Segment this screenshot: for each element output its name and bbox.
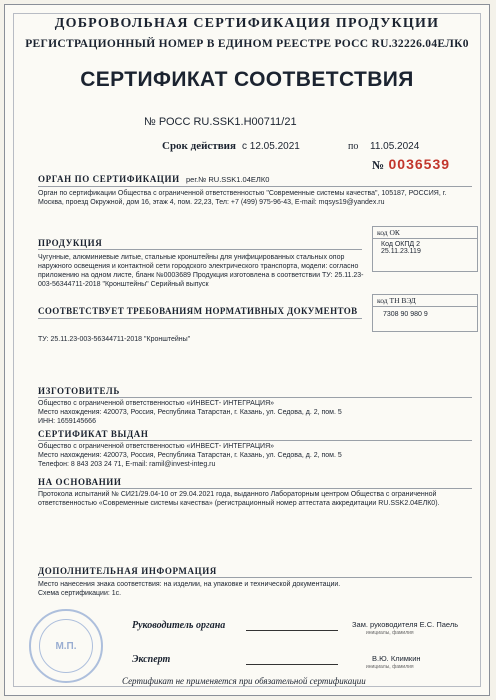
tnved-code-box bbox=[372, 294, 478, 332]
okpd-label: Код ОКПД 2 bbox=[381, 241, 420, 248]
requirements-heading: СООТВЕТСТВУЕТ ТРЕБОВАНИЯМ НОРМАТИВНЫХ ДОКУМЕНТОВ bbox=[38, 306, 358, 316]
product-heading: ПРОДУКЦИЯ bbox=[38, 238, 103, 248]
tnved-box-label: код ТН ВЭД bbox=[373, 295, 477, 307]
expert-signature-line bbox=[246, 664, 338, 665]
certificate-sheet bbox=[4, 4, 490, 696]
organ-text: Орган по сертификации Общества с ограниченной ответственностью "Современные системы качества", 105187, РОССИЯ, г. Москва, проезд Окружной, дом 16, этаж 4, пом. 22,23, Тел: +7 (499) 975-96-43, E-mail: mqsys19@yandex.ru bbox=[38, 190, 447, 206]
issued-line1: Общество с ограниченной ответственностью «ИНВЕСТ- ИНТЕГРАЦИЯ» bbox=[38, 443, 275, 450]
main-title: СЕРТИФИКАТ СООТВЕТСТВИЯ bbox=[80, 68, 414, 91]
from-prefix: с bbox=[242, 141, 247, 152]
manufacturer-line3: ИНН: 1659145666 bbox=[38, 418, 96, 425]
cert-number: № РОСС RU.SSK1.Н00711/21 bbox=[144, 116, 297, 128]
issued-line3: Телефон: 8 843 203 24 71, E-mail: ramil@invest-integ.ru bbox=[38, 461, 216, 468]
manufacturer-rule bbox=[38, 397, 472, 398]
form-number-value: 0036539 bbox=[388, 156, 451, 172]
manufacturer-heading: ИЗГОТОВИТЕЛЬ bbox=[38, 386, 120, 396]
to-prefix: по bbox=[348, 141, 359, 152]
expert-caption: инициалы, фамилия bbox=[366, 664, 414, 670]
expert-name: В.Ю. Климкин bbox=[372, 654, 421, 663]
basis-rule bbox=[38, 488, 472, 489]
head-name: Зам. руководителя Е.С. Паель bbox=[352, 620, 459, 629]
head-caption: инициалы, фамилия bbox=[366, 630, 414, 636]
form-number-prefix: № bbox=[372, 158, 385, 172]
organ-heading: ОРГАН ПО СЕРТИФИКАЦИИ bbox=[38, 174, 180, 184]
footer-note: Сертификат не применяется при обязательной сертификации bbox=[122, 676, 366, 686]
okpd-box-label: код ОК bbox=[373, 227, 477, 239]
registry-line: РЕГИСТРАЦИОННЫЙ НОМЕР В ЕДИНОМ РЕЕСТРЕ РОСС RU.32226.04ЕЛК0 bbox=[25, 38, 469, 50]
issued-line2: Место нахождения: 420073, Россия, Республика Татарстан, г. Казань, ул. Седова, д. 2, пом. 5 bbox=[38, 452, 342, 459]
additional-line1: Место нанесения знака соответствия: на изделии, на упаковке и технической документации. bbox=[38, 581, 341, 588]
basis-text: Протокола испытаний № СИ21/29.04-10 от 29.04.2021 года, выданного Лабораторным центром Общества с ограниченной ответственностью «Современные системы качества» (регистрационный номер аттестата аккредитации RU.SSK2.04ЕЛК0). bbox=[38, 491, 440, 507]
issued-rule bbox=[38, 440, 472, 441]
manufacturer-line1: Общество с ограниченной ответственностью «ИНВЕСТ- ИНТЕГРАЦИЯ» bbox=[38, 400, 275, 407]
product-text: Чугунные, алюминиевые литые, стальные кронштейны для унифицированных стальных опор наружного освещения и контактной сети городского электрического транспорта, модели: согласно приложению на одном листе, бланк №0003689 Продукция изготовлена в соответствии ТУ: 25.11.23-003-56344711-2018 "Кронштейны" Серийный выпуск bbox=[38, 254, 364, 288]
requirements-text: ТУ: 25.11.23-003-56344711-2018 "Кронштейны" bbox=[38, 336, 191, 343]
form-number bbox=[372, 156, 450, 174]
okpd-code-box bbox=[372, 226, 478, 272]
additional-heading: ДОПОЛНИТЕЛЬНАЯ ИНФОРМАЦИЯ bbox=[38, 566, 217, 576]
basis-heading: НА ОСНОВАНИИ bbox=[38, 477, 122, 487]
tnved-value: 7308 90 980 9 bbox=[383, 311, 428, 318]
organ-rule bbox=[38, 186, 472, 187]
issued-heading: СЕРТИФИКАТ ВЫДАН bbox=[38, 429, 149, 439]
date-to: 11.05.2024 bbox=[370, 141, 420, 152]
head-label: Руководитель органа bbox=[132, 620, 226, 631]
manufacturer-line2: Место нахождения: 420073, Россия, Республика Татарстан, г. Казань, ул. Седова, д. 2, пом. 5 bbox=[38, 409, 342, 416]
seal-stamp bbox=[29, 609, 103, 683]
validity-label: Срок действия bbox=[162, 140, 236, 152]
additional-rule bbox=[38, 577, 472, 578]
additional-line2: Схема сертификации: 1с. bbox=[38, 590, 122, 597]
okpd-value: 25.11.23.119 bbox=[381, 248, 421, 255]
validity-from bbox=[242, 141, 300, 152]
head-signature-line bbox=[246, 630, 338, 631]
organ-reg-number: рег.№ RU.SSK1.04ЕЛК0 bbox=[186, 175, 270, 184]
date-from: 12.05.2021 bbox=[249, 141, 300, 152]
product-rule bbox=[38, 249, 362, 250]
expert-label: Эксперт bbox=[132, 654, 171, 665]
seal-stamp-inner: М.П. bbox=[39, 619, 93, 673]
requirements-rule bbox=[38, 318, 362, 319]
title-top: ДОБРОВОЛЬНАЯ СЕРТИФИКАЦИЯ ПРОДУКЦИИ bbox=[54, 16, 440, 31]
certificate-frame bbox=[13, 13, 481, 687]
